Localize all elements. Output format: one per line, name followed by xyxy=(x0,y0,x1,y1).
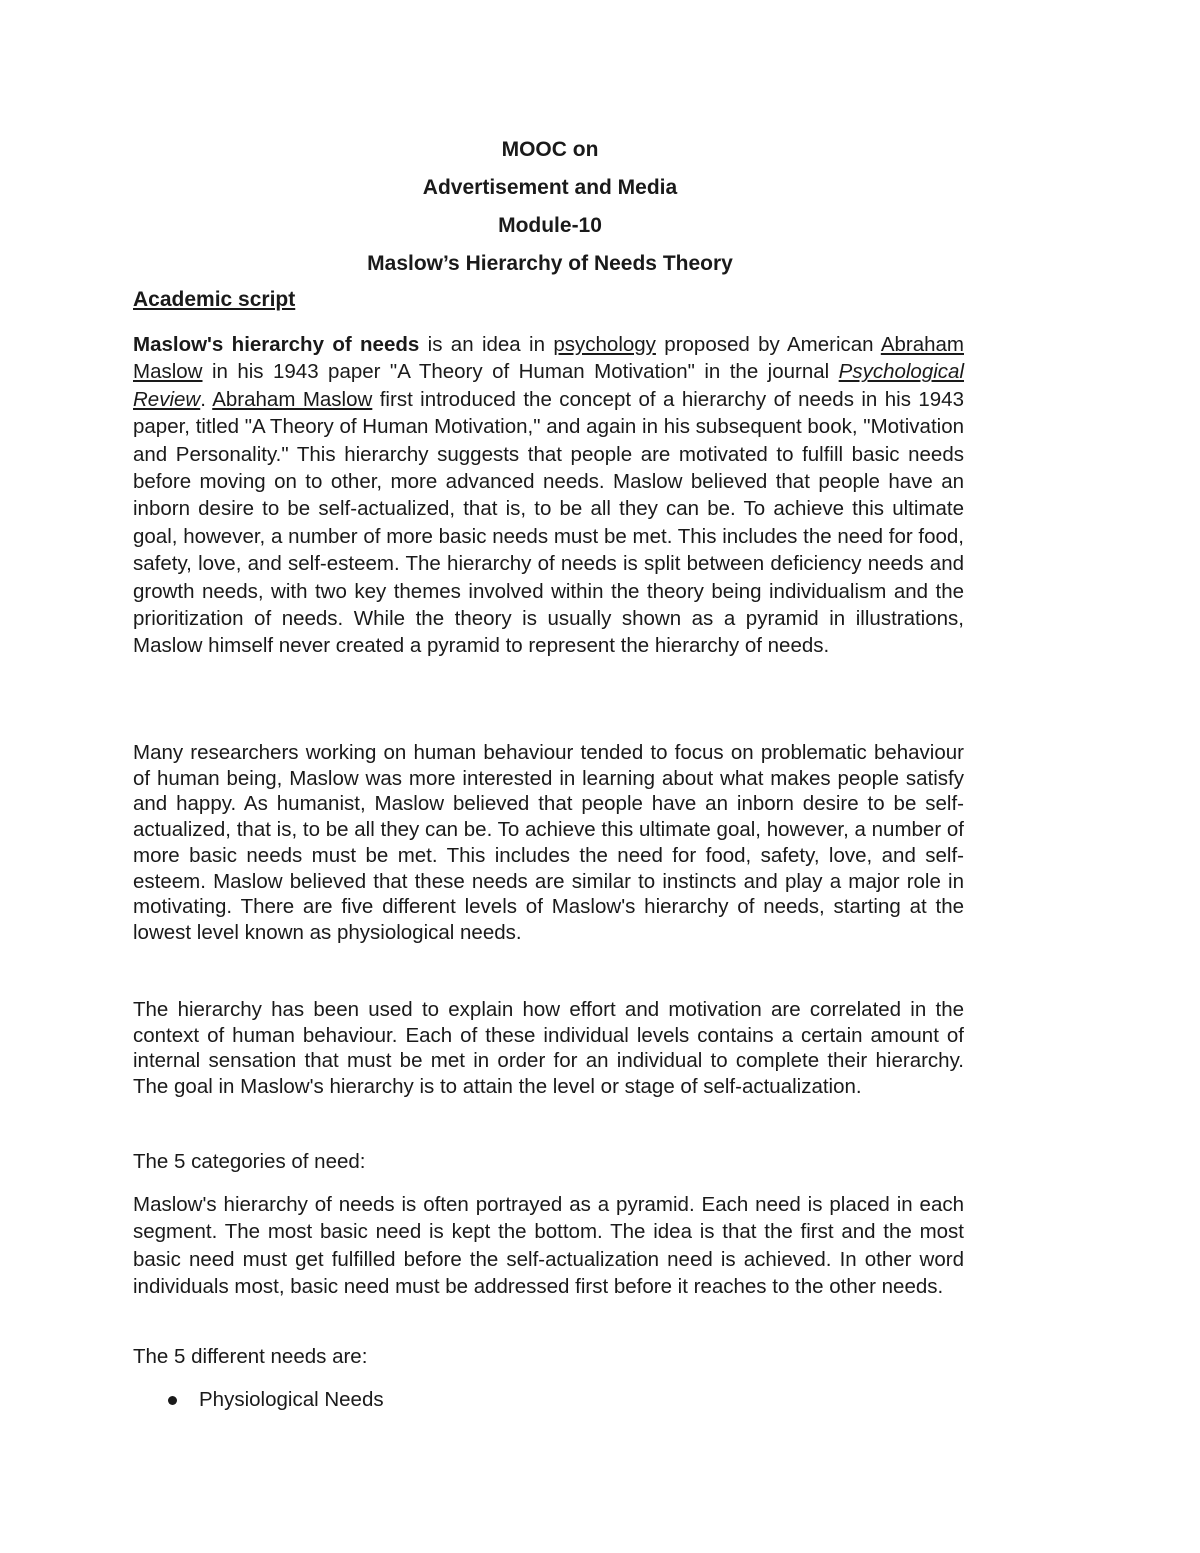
link-abraham-maslow-2[interactable]: Abraham Maslow xyxy=(212,387,373,411)
link-psychological-review[interactable]: Psychological Review xyxy=(133,360,964,411)
text-segment: proposed by American xyxy=(655,333,881,356)
text-segment: is an idea in xyxy=(419,333,554,356)
list-item-label: Physiological Needs xyxy=(199,1388,384,1411)
needs-list xyxy=(164,1386,384,1413)
title-line-module: Module-10 xyxy=(498,214,602,237)
paragraph-needs-intro: The 5 different needs are: xyxy=(133,1345,368,1368)
title-line-subject: Advertisement and Media xyxy=(422,176,678,199)
bullet-icon xyxy=(168,1396,177,1405)
paragraph-categories-intro: The 5 categories of need: xyxy=(133,1150,366,1173)
text-segment: . xyxy=(200,387,213,411)
paragraph-pyramid: Maslow's hierarchy of needs is often portrayed as a pyramid. Each need is placed in each segment. The most basic need is kept the bottom. The idea is that the first and the most basic need must get fulfilled before the self-actualization need is achieved. In other word individuals most, basic need must be addressed first before it reaches to the other needs. xyxy=(133,1193,964,1298)
link-psychology[interactable]: psychology xyxy=(553,333,656,356)
text-segment: first introduced the concept of a hierarchy of needs in his 1943 paper, titled "A Theory of Human Motivation," and again in his subsequent book, "Motivation and Personality." This hierarchy suggests that people are motivated to fulfill basic needs before moving on to other, more advanced needs. Maslow believed that people have an inborn desire to be self-actualized, that is, to be all they can be. To achieve this ultimate goal, however, a number of more basic needs must be met. This includes the need for food, safety, love, and self-esteem. The hierarchy of needs is split between deficiency needs and growth needs, with two key themes involved within the theory being individualism and the prioritization of needs. While the theory is usually shown as a pyramid in illustrations, Maslow himself never created a pyramid to represent the hierarchy of needs. xyxy=(133,387,964,658)
title-line-topic: Maslow’s Hierarchy of Needs Theory xyxy=(367,252,733,275)
section-heading: Academic script xyxy=(133,288,296,311)
bold-term: Maslow's hierarchy of needs xyxy=(133,333,420,356)
text-segment: in his 1943 paper "A Theory of Human Motivation" in the journal xyxy=(202,360,839,384)
document-title-block xyxy=(0,131,1100,283)
paragraph-researchers: Many researchers working on human behaviour tended to focus on problematic behaviour of human being, Maslow was more interested in learning about what makes people satisfy and happy. As humanist, Maslow believed that people have an inborn desire to be self-actualized, that is, to be all they can be. To achieve this ultimate goal, however, a number of more basic needs must be met. This includes the need for food, safety, love, and self-esteem. Maslow believed that these needs are similar to instincts and play a major role in motivating. There are five different levels of Maslow's hierarchy of needs, starting at the lowest level known as physiological needs. xyxy=(133,741,964,944)
link-abraham-maslow[interactable]: Abraham Maslow xyxy=(133,333,964,384)
title-line-course: MOOC on xyxy=(501,138,599,161)
paragraph-intro xyxy=(133,331,964,660)
paragraph-hierarchy-use: The hierarchy has been used to explain how effort and motivation are correlated in the context of human behaviour. Each of these individual levels contains a certain amount of internal sensation that must be met in order for an individual to complete their hierarchy. The goal in Maslow's hierarchy is to attain the level or stage of self-actualization. xyxy=(133,998,964,1099)
list-item xyxy=(164,1386,384,1413)
